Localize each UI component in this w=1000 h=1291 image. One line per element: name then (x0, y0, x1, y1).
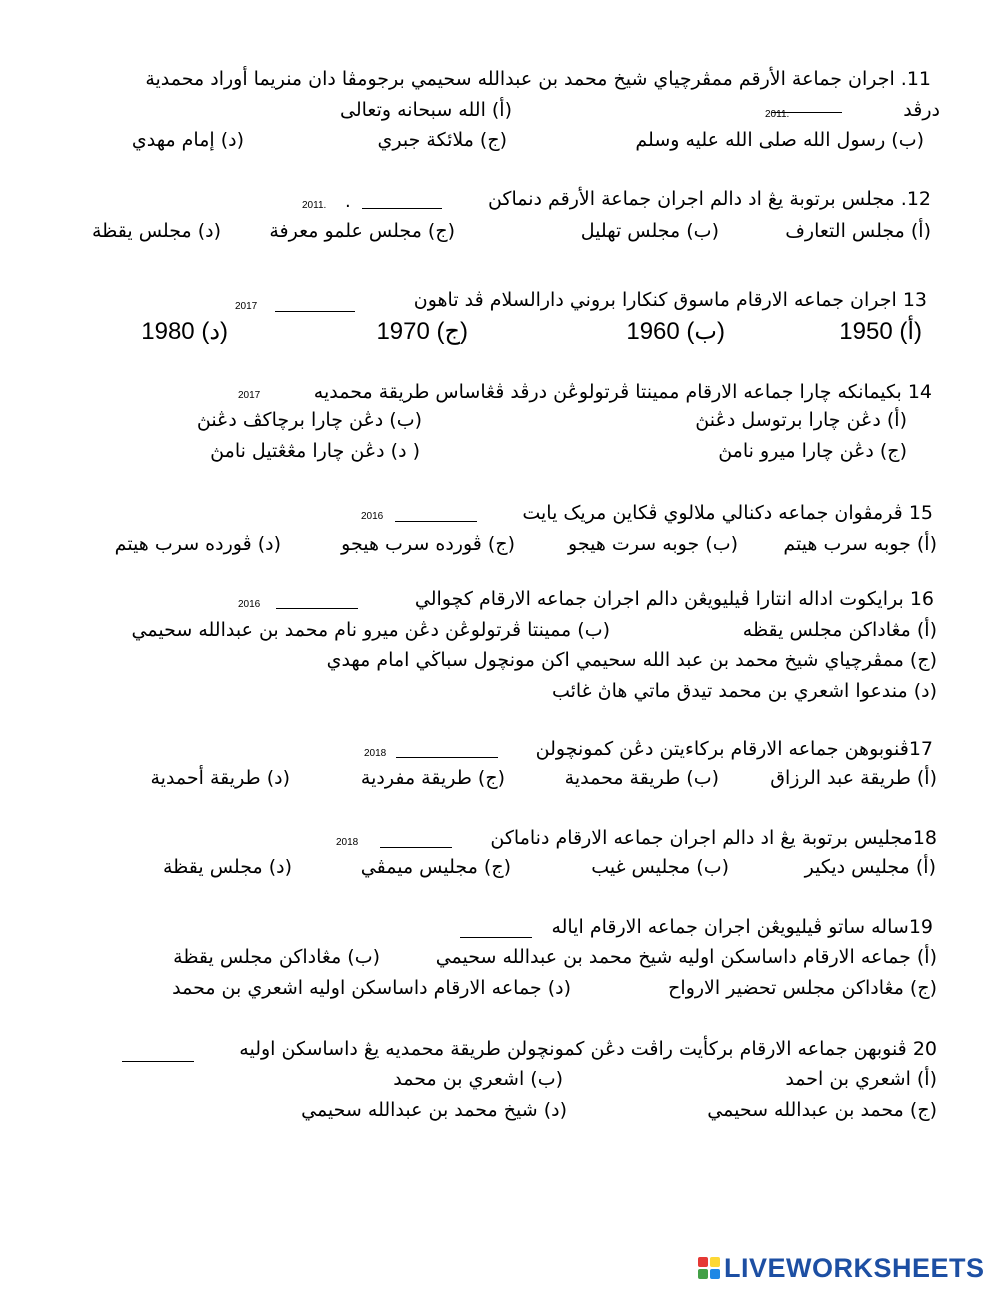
q14-option-a[interactable]: (أ) دڠن چارا برتوسل دڠنڽ (695, 409, 907, 431)
q15-stem: 15 ڤرمڤوان جماعه دكنالي ملالوي ڤكاين مريک يايت (522, 502, 933, 524)
q15-option-d[interactable]: (د) ڤورده سرب هيتم (114, 533, 281, 555)
q14-option-c[interactable]: (ج) دڠن چارا ميرو نامڽ (718, 440, 907, 462)
q20-option-c[interactable]: (ج) محمد بن عبدالله سحيمي (707, 1099, 937, 1121)
q12-dot: . (345, 191, 351, 212)
q12-year: 2011. (302, 200, 327, 211)
q11-option-b[interactable]: (ب) رسول الله صلى الله عليه وسلم (635, 129, 924, 151)
q14-option-b[interactable]: (ب) دڠن چارا برچاكڤ دڠنڽ (196, 409, 422, 431)
q13-option-a[interactable]: (أ) 1950 (839, 318, 922, 345)
liveworksheets-logo-icon (698, 1257, 720, 1279)
q17-stem: 17ڤنوبوهن جماعه الارقام بركاءيتن دڠن كمونچولن (535, 738, 933, 760)
q14-year: 2017 (238, 390, 261, 401)
q13-blank[interactable] (275, 311, 355, 312)
q15-option-b[interactable]: (ب) جوبه سرت هيجو (568, 533, 738, 555)
q17-option-a[interactable]: (أ) طريقة عبد الرزاق (770, 767, 937, 789)
q20-option-b[interactable]: (ب) اشعري بن محمد (393, 1068, 563, 1090)
q19-option-a[interactable]: (أ) جماعه الارقام داساسكن اوليه شيخ محمد بن عبدالله سحيمي (435, 946, 937, 968)
q20-stem: 20 ڤنوبهن جماعه الارقام بركأيت راڤت دڠن كمونچولن طريقة محمديه يڠ داساسكن اوليه (239, 1038, 937, 1060)
q13-year: 2017 (235, 301, 258, 312)
q12-option-b[interactable]: (ب) مجلس تهليل (580, 220, 719, 242)
q18-blank[interactable] (380, 847, 452, 848)
q19-option-c[interactable]: (ج) مڠاداكن مجلس تحضير الارواح (668, 977, 937, 999)
q16-option-b[interactable]: (ب) ممينتا ڤرتولوڠن دڠن ميرو نام محمد بن عبدالله سحيمي (131, 619, 610, 641)
q18-option-a[interactable]: (أ) مجليس ديكير (804, 856, 936, 878)
q11-option-d[interactable]: (د) إمام مهدي (131, 129, 244, 151)
q15-option-c[interactable]: (ج) ڤورده سرب هيجو (341, 533, 515, 555)
q16-stem: 16 برايكوت اداله انتارا ڤيليويڠن دالم اجران جماعه الارقام كچوالي (414, 588, 934, 610)
q11-option-a[interactable]: (أ) الله سبحانه وتعالى (340, 99, 512, 121)
q12-option-a[interactable]: (أ) مجلس التعارف (785, 220, 931, 242)
q15-blank[interactable] (395, 521, 477, 522)
q13-option-b[interactable]: (ب) 1960 (626, 318, 725, 345)
q11-stem-line1: 11. اجران جماعة الأرقم ممڤرچياي شيخ محمد بن عبدالله سحيمي برجومڤا دان منريما أوراد محمدية (145, 68, 931, 90)
q14-stem: 14 بكيمانكه چارا جماعه الارقام ممينتا ڤرتولوڠن درڤد ڤڠاساس طريقة محمديه (313, 381, 932, 403)
q18-option-b[interactable]: (ب) مجليس غيب (591, 856, 729, 878)
q19-option-d[interactable]: (د) جماعه الارقام داساسكن اوليه اشعري بن محمد (172, 977, 571, 999)
q16-option-c[interactable]: (ج) ممڤرچياي شيخ محمد بن عبد الله سحيمي اكن مونچول سباڬي امام مهدي (326, 649, 937, 671)
liveworksheets-brand-text: LIVEWORKSHEETS (724, 1253, 985, 1283)
q16-year: 2016 (238, 599, 261, 610)
q15-option-a[interactable]: (أ) جوبه سرب هيتم (783, 533, 937, 555)
q12-stem: 12. مجلس برتوبة يڠ اد دالم اجران جماعة الأرقم دنماكن (487, 188, 931, 210)
q18-option-d[interactable]: (د) مجلس يقظة (163, 856, 292, 878)
q17-year: 2018 (364, 748, 387, 759)
q20-blank[interactable] (122, 1061, 194, 1062)
q17-option-d[interactable]: (د) طريقة أحمدية (150, 767, 290, 789)
q20-option-d[interactable]: (د) شيخ محمد بن عبدالله سحيمي (301, 1099, 567, 1121)
q16-blank[interactable] (276, 608, 358, 609)
q20-option-a[interactable]: (أ) اشعري بن احمد (785, 1068, 937, 1090)
q12-option-d[interactable]: (د) مجلس يقظة (92, 220, 221, 242)
q17-option-b[interactable]: (ب) طريقة محمدية (564, 767, 719, 789)
q11-stem-line2: درڤد (903, 99, 940, 121)
q19-blank[interactable] (460, 937, 532, 938)
q12-option-c[interactable]: (ج) مجلس علمو معرفة (269, 220, 455, 242)
q17-blank[interactable] (396, 757, 498, 758)
q19-stem: 19ساله ساتو ڤيليويڠن اجران جماعه الارقام اياله (551, 916, 933, 938)
q16-option-d[interactable]: (د) مندعوا اشعري بن محمد تيدق ماتي هاڽ غائب (551, 680, 937, 702)
q17-option-c[interactable]: (ج) طريقة مفردية (360, 767, 505, 789)
q19-option-b[interactable]: (ب) مڠاداكن مجلس يقظة (173, 946, 380, 968)
q12-blank[interactable] (362, 208, 442, 209)
q11-year: 2011. (765, 109, 790, 120)
q18-stem: 18مجليس برتوبة يڠ اد دالم اجران جماعه الارقام دناماكن (490, 827, 937, 849)
q11-option-c[interactable]: (ج) ملائكة جبري (377, 129, 507, 151)
q14-option-d[interactable]: ( د) دڠن چارا مڠڠتيل نامڽ (210, 440, 420, 462)
q18-year: 2018 (336, 837, 359, 848)
q13-option-d[interactable]: (د) 1980 (141, 318, 228, 345)
q18-option-c[interactable]: (ج) مجليس ميمڤي (360, 856, 511, 878)
q16-option-a[interactable]: (أ) مڠاداكن مجلس يقظه (742, 619, 937, 641)
q15-year: 2016 (361, 511, 384, 522)
q13-option-c[interactable]: (ج) 1970 (376, 318, 468, 345)
q13-stem: 13 اجران جماعه الارقام ماسوق كنكارا بروني دارالسلام ڤد تاهون (413, 289, 927, 311)
